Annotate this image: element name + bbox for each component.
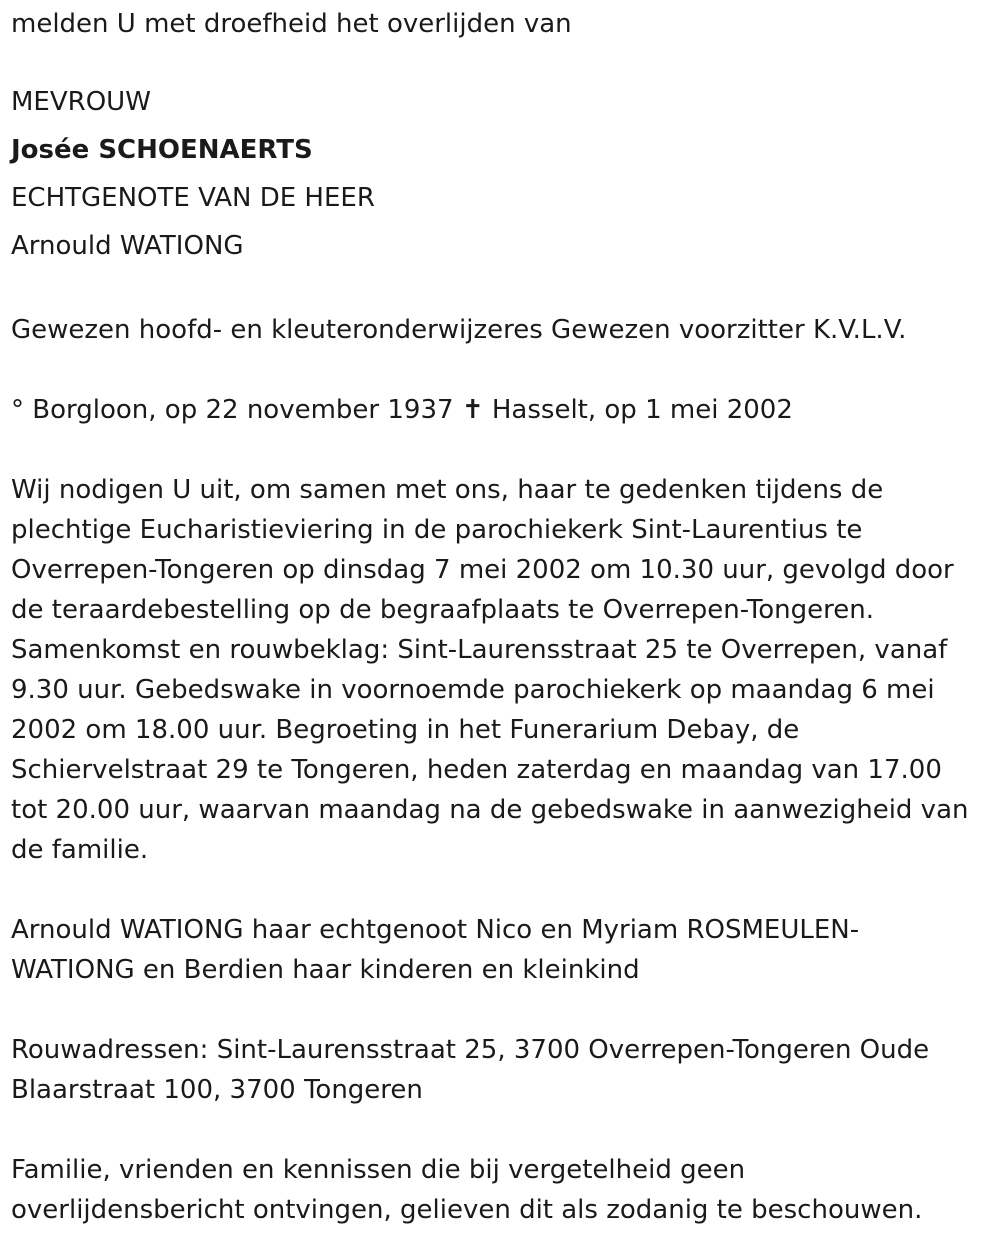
invitation-line: de teraardebestelling op de begraafplaats te Overrepen-Tongeren. xyxy=(11,595,874,625)
salutation: MEVROUW xyxy=(11,87,151,117)
address-line: Rouwadressen: Sint-Laurensstraat 25, 3700 Overrepen-Tongeren Oude xyxy=(11,1035,930,1065)
closing-line: Familie, vrienden en kennissen die bij vergetelheid geen xyxy=(11,1155,746,1185)
invitation-line: Overrepen-Tongeren op dinsdag 7 mei 2002 om 10.30 uur, gevolgd door xyxy=(11,555,954,585)
life-dates xyxy=(11,390,991,430)
deceased-header xyxy=(11,78,991,270)
obituary-notice xyxy=(11,4,991,1230)
life-dates-line xyxy=(11,390,991,430)
closing-paragraph xyxy=(11,1150,991,1230)
closing-line: overlijdensbericht ontvingen, gelieven dit als zodanig te beschouwen. xyxy=(11,1195,923,1225)
birth-date: ° Borgloon, op 22 november 1937 xyxy=(11,395,454,425)
intro-line: melden U met droefheid het overlijden van xyxy=(11,9,572,39)
invitation-line: 2002 om 18.00 uur. Begroeting in het Funerarium Debay, de xyxy=(11,715,800,745)
invitation-line: 9.30 uur. Gebedswake in voornoemde parochiekerk op maandag 6 mei xyxy=(11,675,935,705)
invitation-line: Wij nodigen U uit, om samen met ons, haar te gedenken tijdens de xyxy=(11,475,884,505)
deceased-name: Josée SCHOENAERTS xyxy=(11,135,313,165)
invitation-paragraph xyxy=(11,470,991,870)
invitation-line: Schiervelstraat 29 te Tongeren, heden zaterdag en maandag van 17.00 xyxy=(11,755,942,785)
invitation-line: tot 20.00 uur, waarvan maandag na de gebedswake in aanwezigheid van xyxy=(11,795,969,825)
invitation-line: de familie. xyxy=(11,835,149,865)
family-line: WATIONG en Berdien haar kinderen en kleinkind xyxy=(11,955,640,985)
occupation xyxy=(11,310,991,350)
intro-text xyxy=(11,4,991,44)
invitation-line: Samenkomst en rouwbeklag: Sint-Laurensstraat 25 te Overrepen, vanaf xyxy=(11,635,948,665)
death-date: Hasselt, op 1 mei 2002 xyxy=(491,395,793,425)
address-paragraph xyxy=(11,1030,991,1110)
address-line: Blaarstraat 100, 3700 Tongeren xyxy=(11,1075,423,1105)
family-line: Arnould WATIONG haar echtgenoot Nico en Myriam ROSMEULEN- xyxy=(11,915,860,945)
family-paragraph xyxy=(11,910,991,990)
invitation-line: plechtige Eucharistieviering in de parochiekerk Sint-Laurentius te xyxy=(11,515,863,545)
spouse-label: ECHTGENOTE VAN DE HEER xyxy=(11,183,375,213)
occupation-line: Gewezen hoofd- en kleuteronderwijzeres Gewezen voorzitter K.V.L.V. xyxy=(11,315,907,345)
cross-icon: ✝ xyxy=(461,395,484,425)
spouse-name: Arnould WATIONG xyxy=(11,231,244,261)
